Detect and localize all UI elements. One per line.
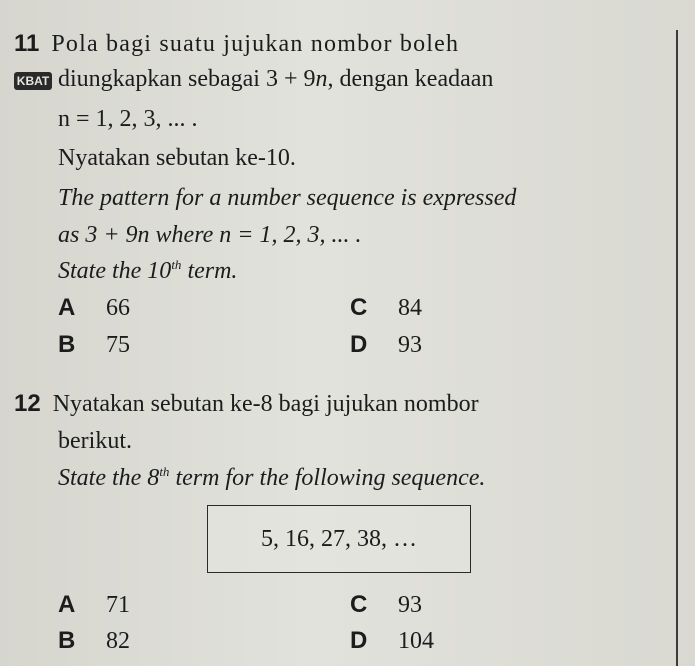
q12-option-c[interactable] <box>350 591 422 619</box>
q12-en-line-post: term for the following sequence. <box>169 465 486 491</box>
q11-option-a-value: 66 <box>106 295 130 321</box>
q11-en-line1: The pattern for a number sequence is expressed <box>58 185 517 211</box>
q12-option-a-value: 71 <box>106 592 130 618</box>
q11-en-line3-sup: th <box>171 257 182 272</box>
q11-en-line3-post: term. <box>181 258 238 284</box>
q12-en-line-pre: State the 8 <box>58 465 160 491</box>
q11-option-d-value: 93 <box>398 332 422 358</box>
q12-option-b-value: 82 <box>106 628 130 654</box>
q11-en-line3 <box>58 257 237 285</box>
q11-option-b-value: 75 <box>106 332 130 358</box>
q11-line2-pre: diungkapkan sebagai 3 + 9 <box>58 66 316 92</box>
q12-line2: berikut. <box>58 428 132 454</box>
q11-option-c-value: 84 <box>398 295 422 321</box>
q12-option-b[interactable] <box>58 627 130 655</box>
q12-option-d[interactable] <box>350 627 434 655</box>
q12-en-line-sup: th <box>159 464 170 479</box>
sequence-box <box>207 505 471 573</box>
q11-option-a-letter: A <box>58 294 76 321</box>
q12-option-c-value: 93 <box>398 592 422 618</box>
q11-option-d[interactable] <box>350 331 422 359</box>
q11-option-c-letter: C <box>350 294 368 321</box>
q12-option-a-letter: A <box>58 591 76 618</box>
margin-rule <box>676 30 678 666</box>
q11-option-b-letter: B <box>58 331 76 358</box>
q12-line1 <box>14 390 479 418</box>
q11-en-line3-pre: State the 10 <box>58 258 172 284</box>
q12-text-ms-1: Nyatakan sebutan ke-8 bagi jujukan nombor <box>52 391 479 417</box>
q12-option-c-letter: C <box>350 591 368 618</box>
q11-en-line2: as 3 + 9n where n = 1, 2, 3, ... . <box>58 222 362 248</box>
q11-text-ms-1: Pola bagi suatu jujukan nombor boleh <box>51 31 460 57</box>
q11-option-a[interactable] <box>58 294 130 322</box>
q11-option-c[interactable] <box>350 294 422 322</box>
q12-en-line <box>58 464 485 492</box>
q12-option-d-value: 104 <box>398 628 434 654</box>
q12-option-b-letter: B <box>58 627 76 654</box>
q11-line2 <box>58 66 493 93</box>
q11-option-d-letter: D <box>350 331 368 358</box>
q11-line4: Nyatakan sebutan ke-10. <box>58 145 296 171</box>
q11-line3: n = 1, 2, 3, ... . <box>58 106 198 132</box>
q11-line2-var: n <box>315 66 328 92</box>
q11-number: 11 <box>14 30 40 57</box>
q12-number: 12 <box>14 390 41 417</box>
q11-line1 <box>14 30 459 58</box>
q11-option-b[interactable] <box>58 331 130 359</box>
kbat-badge: KBAT <box>14 72 52 90</box>
q12-option-d-letter: D <box>350 627 368 654</box>
sequence-text: 5, 16, 27, 38, … <box>261 525 417 552</box>
q11-line2-post: , dengan keadaan <box>327 66 494 92</box>
q12-option-a[interactable] <box>58 591 130 619</box>
